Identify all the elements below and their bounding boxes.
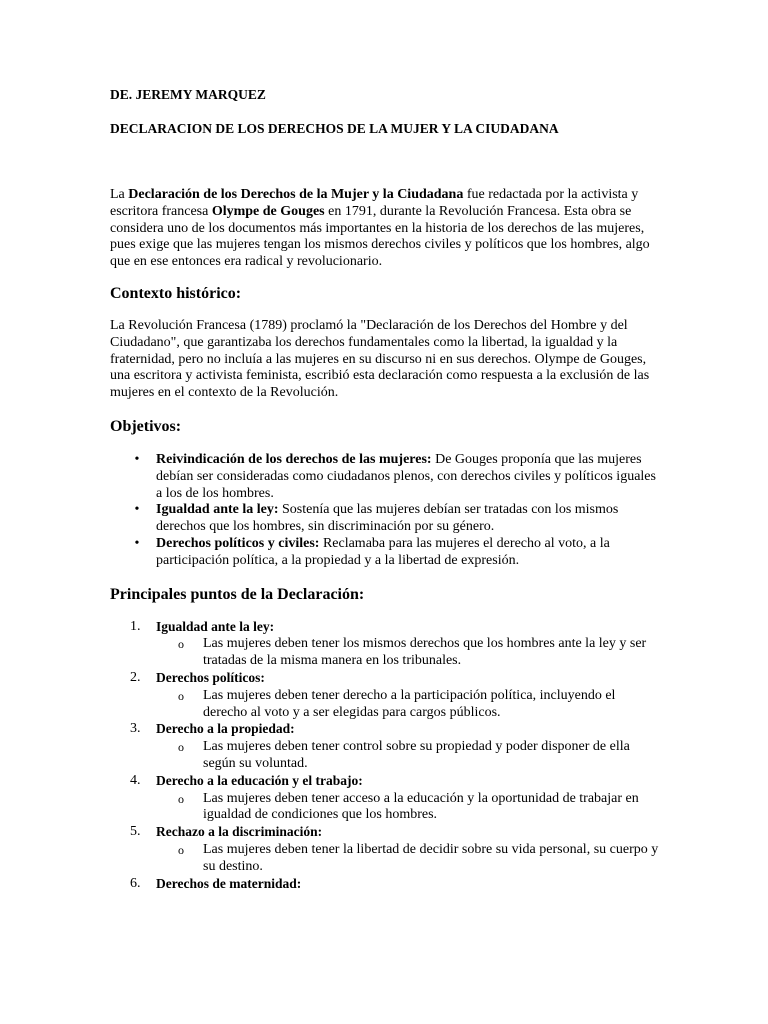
item-label: Igualdad ante la ley: (156, 502, 279, 518)
puntos-heading: Principales puntos de la Declaración: (110, 585, 365, 603)
item-label: Derechos políticos y civiles: (156, 535, 320, 551)
contexto-heading: Contexto histórico: (110, 284, 242, 302)
point-title: Igualdad ante la ley: (156, 618, 275, 634)
contexto-paragraph: La Revolución Francesa (1789) proclamó la "Declaración de los Derechos del Hombre y del Ciudadano", que garantizaba los derechos fundamentales como la libertad, la igualdad y la fraternidad, pero no incluía a las mujeres en su discurso ni en sus derechos. Olympe de Gouges, una escritora y activista feminista, escribió esta declaración como respuesta a la exclusión de las mujeres en el contexto de la Revolución. (110, 317, 650, 401)
sub-item (156, 636, 662, 670)
intro-mid: fue redactada por la activista y escritora francesa (110, 187, 639, 219)
sub-item-text: Las mujeres deben tener los mismos derechos que los hombres ante la ley y ser tratadas de la misma manera en los tribunales. (203, 636, 647, 669)
sub-item-text: Las mujeres deben tener control sobre su propiedad y poder disponer de ella según su voluntad. (203, 739, 630, 771)
circle-bullet-icon: o (178, 688, 184, 703)
item-text: Reclamaba para las mujeres el derecho al voto, a la participación política, a la propiedad y a la libertad de expresión. (156, 535, 610, 568)
objetivos-list (110, 452, 662, 570)
sub-item (156, 688, 662, 722)
author-line: DE. JEREMY MARQUEZ (110, 87, 266, 102)
circle-bullet-icon: o (178, 740, 184, 755)
numbered-item (110, 670, 662, 721)
intro-prefix: La (110, 187, 129, 202)
item-number: 1. (130, 618, 141, 634)
list-item (110, 452, 662, 502)
item-number: 2. (130, 669, 141, 685)
item-number: 3. (130, 721, 141, 737)
numbered-item (110, 721, 662, 772)
numbered-item (110, 824, 662, 875)
sub-item-text: Las mujeres deben tener derecho a la participación política, incluyendo el derecho al voto y a ser elegidas para cargos públicos. (203, 687, 616, 720)
list-item (110, 536, 662, 570)
circle-bullet-icon: o (178, 637, 184, 652)
bullet-icon: • (134, 535, 140, 551)
numbered-item (110, 619, 662, 670)
point-title: Derechos de maternidad: (156, 875, 302, 891)
item-text: Sostenía que las mujeres debían ser tratadas con los mismos derechos que los hombres, sin discriminación por su género. (156, 502, 619, 535)
item-number: 6. (130, 875, 141, 891)
puntos-list (110, 619, 662, 894)
sub-item-text: Las mujeres deben tener acceso a la educación y la oportunidad de trabajar en igualdad de condiciones que los hombres. (203, 790, 639, 823)
numbered-item (110, 876, 662, 894)
point-title: Rechazo a la discriminación: (156, 824, 323, 840)
sub-item (156, 791, 662, 825)
point-title: Derecho a la educación y el trabajo: (156, 772, 363, 788)
document-title: DECLARACION DE LOS DERECHOS DE LA MUJER Y LA CIUDADANA (110, 121, 559, 136)
sub-item (156, 842, 662, 876)
sub-item-text: Las mujeres deben tener la libertad de decidir sobre su vida personal, su cuerpo y su destino. (203, 841, 659, 874)
intro-paragraph (110, 187, 662, 271)
intro-bold-title: Declaración de los Derechos de la Mujer y la Ciudadana (128, 187, 464, 202)
objetivos-heading: Objetivos: (110, 417, 182, 435)
numbered-item (110, 773, 662, 824)
list-item (110, 502, 662, 536)
sub-item (156, 739, 662, 773)
circle-bullet-icon: o (178, 791, 184, 806)
point-title: Derecho a la propiedad: (156, 721, 295, 737)
circle-bullet-icon: o (178, 842, 184, 857)
intro-rest: en 1791, durante la Revolución Francesa. Esta obra se considera uno de los documentos más importantes en la historia de los derechos de las mujeres, pues exige que las mujeres tengan los mismos derechos civiles y políticos que los hombres, algo que en ese entonces era radical y revolucionario. (110, 203, 650, 270)
bullet-icon: • (134, 451, 140, 467)
bullet-icon: • (134, 502, 140, 518)
point-title: Derechos políticos: (156, 669, 265, 685)
item-text: De Gouges proponía que las mujeres debían ser consideradas como ciudadanos plenos, con derechos civiles y políticos iguales a los de los hombres. (156, 451, 656, 501)
item-number: 4. (130, 772, 141, 788)
item-number: 5. (130, 824, 141, 840)
intro-bold-author: Olympe de Gouges (211, 203, 325, 219)
document-page (110, 86, 662, 893)
item-label: Reivindicación de los derechos de las mujeres: (156, 451, 432, 467)
